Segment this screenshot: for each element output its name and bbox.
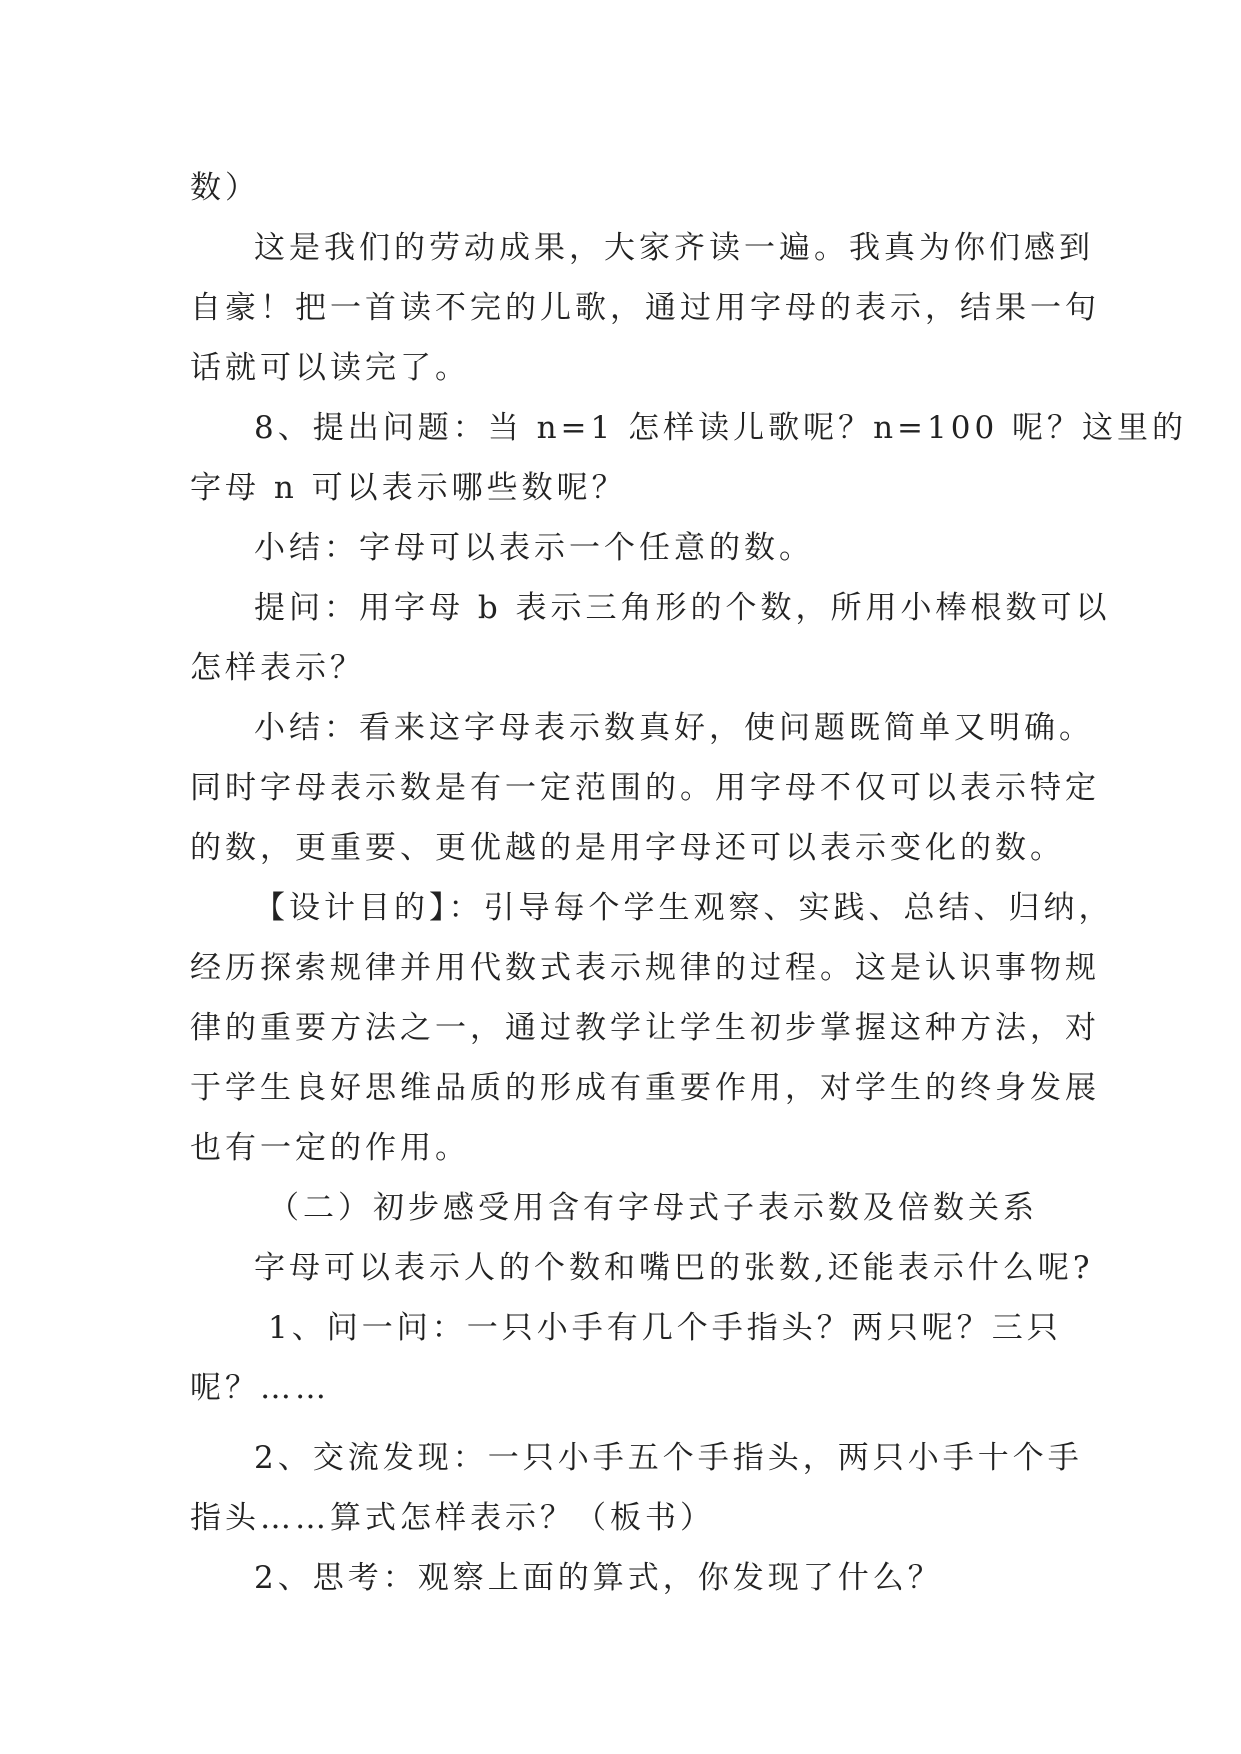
text-line: 提问：用字母 b 表示三角形的个数，所用小棒根数可以 xyxy=(254,590,1111,626)
text-line: 律的重要方法之一，通过教学让学生初步掌握这种方法，对 xyxy=(190,1010,1100,1046)
text-line: 2、思考：观察上面的算式，你发现了什么？ xyxy=(254,1560,943,1596)
section-heading: （二）初步感受用含有字母式子表示数及倍数关系 xyxy=(268,1190,1038,1226)
text-line: 8、提出问题：当 n=1 怎样读儿歌呢？n=100 呢？这里的 xyxy=(254,410,1188,446)
text-line: 也有一定的作用。 xyxy=(190,1130,470,1166)
text-line: 同时字母表示数是有一定范围的。用字母不仅可以表示特定 xyxy=(190,770,1100,806)
text-line: 小结：字母可以表示一个任意的数。 xyxy=(254,530,814,566)
text-line: 怎样表示？ xyxy=(190,650,365,686)
text-line: 字母 n 可以表示哪些数呢？ xyxy=(190,470,627,506)
text-line: 1、问一问：一只小手有几个手指头？两只呢？三只 xyxy=(268,1310,1062,1346)
text-line: 话就可以读完了。 xyxy=(190,350,470,386)
text-line: 【设计目的】：引导每个学生观察、实践、总结、归纳， xyxy=(254,890,1114,926)
text-line: 数） xyxy=(190,170,260,206)
text-line: 的数，更重要、更优越的是用字母还可以表示变化的数。 xyxy=(190,830,1065,866)
text-line: 经历探索规律并用代数式表示规律的过程。这是认识事物规 xyxy=(190,950,1100,986)
text-line: 这是我们的劳动成果，大家齐读一遍。我真为你们感到 xyxy=(254,230,1094,266)
text-line: 于学生良好思维品质的形成有重要作用，对学生的终身发展 xyxy=(190,1070,1100,1106)
text-line: 字母可以表示人的个数和嘴巴的张数,还能表示什么呢? xyxy=(254,1250,1094,1286)
text-line: 自豪！把一首读不完的儿歌，通过用字母的表示，结果一句 xyxy=(190,290,1100,326)
document-body xyxy=(190,158,1188,1608)
spacer xyxy=(190,1418,1065,1428)
text-line: 呢？…… xyxy=(190,1370,330,1406)
text-line: 2、交流发现：一只小手五个手指头，两只小手十个手 xyxy=(254,1440,1083,1476)
text-line: 指头……算式怎样表示？（板书） xyxy=(190,1500,715,1536)
text-line: 小结：看来这字母表示数真好，使问题既简单又明确。 xyxy=(254,710,1094,746)
